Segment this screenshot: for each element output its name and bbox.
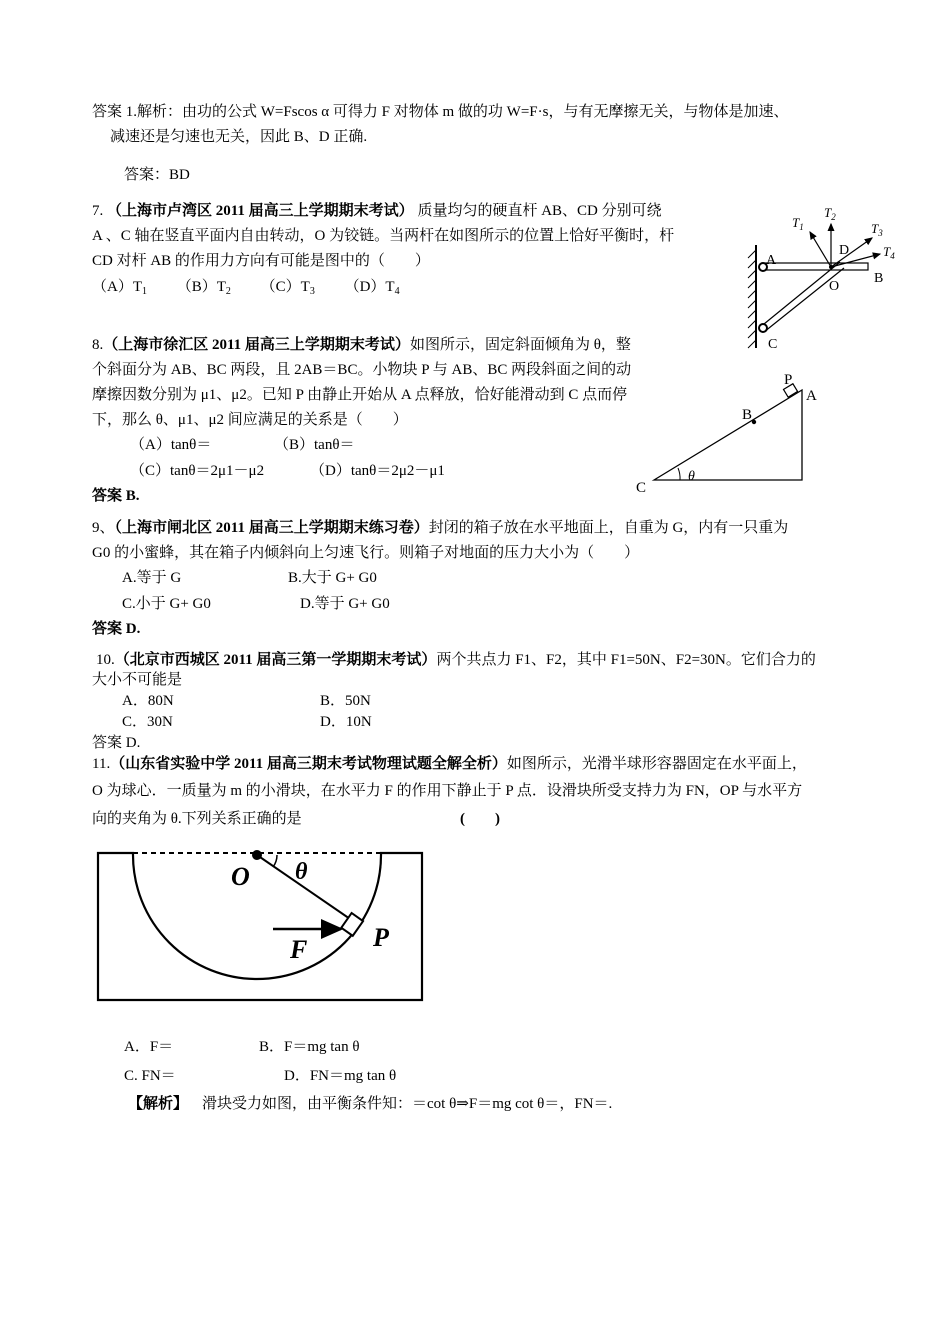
q7-wall-hatch — [748, 250, 756, 348]
q11-text: 如图所示，光滑半球形容器固定在水平面上， — [506, 756, 807, 772]
q8-line-4: 下，那么 θ、μ1、μ2 间应满足的关系是（ ） — [92, 412, 408, 428]
q10-line-2: 大小不可能是 — [92, 672, 183, 688]
q9-answer: 答案 D. — [92, 621, 141, 637]
q7-label-t3: $T_3$ — [871, 221, 883, 238]
q8-point-b — [752, 420, 756, 424]
q7-line-2: A 、C 轴在竖直平面内自由转动，O 为铰链。当两杆在如图所示的位置上恰好平衡时，杆 — [92, 228, 675, 244]
q7-line-3: CD 对杆 AB 的作用力方向有可能是图中的（ ） — [92, 253, 430, 269]
intro-answer: 答案：BD — [124, 167, 190, 183]
q10-option-c: C．30N — [122, 714, 173, 730]
q7-line-1 — [92, 201, 662, 221]
q8-number: 8. — [92, 337, 104, 353]
q7-option-c: $(C)T_3$ — [260, 279, 315, 297]
q8-incline — [654, 390, 802, 480]
q10-answer: 答案 D. — [92, 735, 141, 751]
q8-label-theta: θ — [688, 469, 695, 484]
q11-line-1 — [92, 754, 807, 774]
q7-label-o: O — [829, 279, 840, 294]
q9-option-b: B.大于 G+ G0 — [288, 570, 377, 586]
q9-line-1 — [92, 518, 788, 538]
q8-option-c: （C）tanθ＝2μ1－μ2 — [130, 463, 265, 479]
q8-label-a: A — [806, 388, 817, 404]
q7-force-t1 — [810, 232, 831, 267]
q7-figure — [740, 200, 910, 360]
q9-line-2: G0 的小蜜蜂，其在箱子内倾斜向上匀速飞行。则箱子对地面的压力大小为（ ） — [92, 545, 640, 561]
q11-bracket: ( ) — [460, 811, 500, 827]
q8-figure — [630, 370, 830, 495]
intro-line-1: 答案 1.解析：由功的公式 W=Fscos α 可得力 F 对物体 m 做的功 W=F·s，与有无摩擦无关，与物体是加速、 — [92, 104, 789, 120]
q9-source: （上海市闸北区 2011 届高三上学期期末练习卷） — [114, 520, 429, 536]
q7-rod-ab — [762, 263, 868, 270]
q7-hinge-c — [759, 324, 767, 332]
q11-label-o: O — [231, 862, 250, 891]
q7-option-d: $(D)T_4$ — [344, 279, 400, 297]
q8-angle-arc — [678, 468, 680, 480]
q11-label-f: F — [290, 935, 308, 964]
q7-label-d: D — [839, 243, 850, 258]
q7-label-a: A — [766, 253, 777, 268]
q10-text: 两个共点力 F1、F2，其中 F1=50N、F2=30N。它们合力的 — [436, 652, 816, 668]
q7-option-a: $(A)T_1$ — [92, 279, 147, 297]
q8-option-d: （D）tanθ＝2μ2－μ1 — [310, 463, 445, 479]
q10-line-1 — [96, 650, 816, 670]
q11-block-p — [341, 913, 363, 936]
q7-source: （上海市卢湾区 2011 届高三上学期期末考试） — [107, 203, 414, 219]
q11-option-b: B．F＝mg tan θ — [259, 1039, 360, 1055]
q10-option-d: D．10N — [320, 714, 372, 730]
q8-line-1 — [92, 335, 631, 355]
intro-line-2: 减速还是匀速也无关，因此 B、D 正确. — [110, 129, 368, 145]
q7-label-b: B — [874, 271, 884, 286]
q11-label-theta: θ — [295, 859, 308, 885]
q11-option-a: A．F＝ — [124, 1039, 174, 1055]
q9-number: 9、 — [92, 520, 115, 536]
q7-label-t2: $T_2$ — [824, 205, 836, 222]
q7-label-t4: $T_4$ — [883, 244, 895, 261]
q7-label-c: C — [768, 337, 778, 352]
q11-number: 11. — [92, 756, 111, 772]
q8-label-c: C — [636, 480, 647, 495]
q8-label-p: P — [784, 372, 793, 388]
q9-option-c: C.小于 G+ G0 — [122, 596, 211, 612]
q11-line-3: 向的夹角为 θ.下列关系正确的是 — [92, 811, 302, 827]
q8-line-3: 摩擦因数分别为 μ1、μ2。已知 P 由静止开始从 A 点释放，恰好能滑动到 C 点而停 — [92, 387, 628, 403]
q11-analysis — [128, 1094, 612, 1114]
q8-answer: 答案 B. — [92, 488, 140, 504]
q10-option-a: A．80N — [122, 693, 174, 709]
q10-option-b: B．50N — [320, 693, 371, 709]
q8-source: （上海市徐汇区 2011 届高三上学期期末考试） — [103, 337, 410, 353]
q11-figure — [95, 843, 430, 1005]
q11-source: （山东省实验中学 2011 届高三期末考试物理试题全解全析） — [110, 756, 507, 772]
q11-analysis-text: 滑块受力如图，由平衡条件知：＝cot θ⇒F＝mg cot θ＝，FN＝. — [202, 1096, 613, 1112]
q8-option-a: （A）tanθ＝ — [130, 437, 212, 453]
q7-number: 7. — [92, 203, 104, 219]
q11-option-c: C. FN＝ — [124, 1068, 176, 1084]
q8-option-b: （B）tanθ＝ — [274, 437, 355, 453]
q8-label-b: B — [742, 407, 753, 423]
q7-option-b: $(B)T_2$ — [176, 279, 231, 297]
q7-label-t1: $T_1$ — [792, 215, 804, 232]
q11-line-2: O 为球心．一质量为 m 的小滑块，在水平力 F 的作用下静止于 P 点．设滑块所受支持力为 FN，OP 与水平方 — [92, 783, 803, 799]
q11-option-d: D．FN＝mg tan θ — [284, 1068, 397, 1084]
q7-rod-cd-edge-2 — [764, 268, 844, 332]
q9-option-d: D.等于 G+ G0 — [300, 596, 390, 612]
q7-text: 质量均匀的硬直杆 AB、CD 分别可绕 — [417, 203, 662, 219]
q7-options — [92, 277, 400, 302]
q11-label-p: P — [373, 923, 389, 952]
q10-source: （北京市西城区 2011 届高三第一学期期末考试） — [114, 652, 437, 668]
q9-option-a: A.等于 G — [122, 570, 182, 586]
q10-number: 10. — [96, 652, 115, 668]
q8-text: 如图所示，固定斜面倾角为 θ，整 — [409, 337, 631, 353]
q9-text: 封闭的箱子放在水平地面上，自重为 G，内有一只重为 — [428, 520, 789, 536]
q11-analysis-label: 【解析】 — [128, 1096, 189, 1112]
q11-angle-arc — [273, 855, 277, 867]
q8-line-2: 个斜面分为 AB、BC 两段，且 2AB＝BC。小物块 P 与 AB、BC 两段斜面之间的动 — [92, 362, 632, 378]
